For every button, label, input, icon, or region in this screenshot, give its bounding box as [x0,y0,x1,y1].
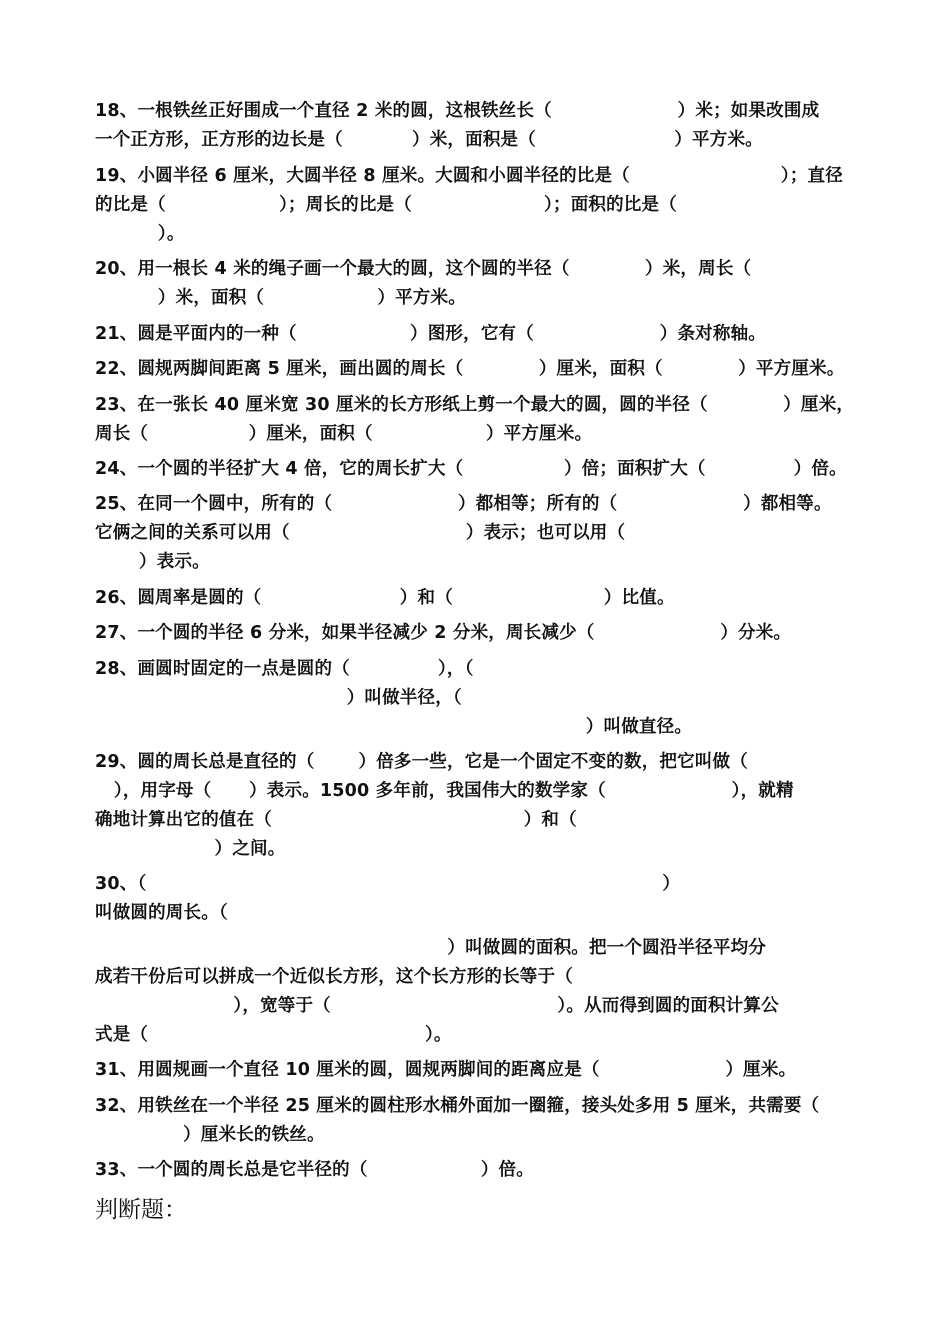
q24-line-1: 24、一个圆的半径扩大 4 倍，它的周长扩大（ ）倍；面积扩大（ ）倍。 [95,459,847,479]
q32-line-1: 32、用铁丝在一个半径 25 厘米的圆柱形水桶外面加一圈箍，接头处多用 5 厘米，共需要（ [95,1096,820,1116]
q20-line-2: ）米，面积（ ）平方米。 [95,288,466,308]
q32-line-2: ）厘米长的铁丝。 [95,1125,325,1145]
q31-line-1: 31、用圆规画一个直径 10 厘米的圆，圆规两脚间的距离应是（ ）厘米。 [95,1060,797,1080]
q19-line-2: 的比是（ ）；周长的比是（ ）；面积的比是（ [95,195,677,215]
q18-line-1: 18、一根铁丝正好围成一个直径 2 米的圆，这根铁丝长（ ）米；如果改围成 [95,101,820,121]
q19-line-1: 19、小圆半径 6 厘米，大圆半径 8 厘米。大圆和小圆半径的比是（ ）；直径 [95,166,843,186]
q30-line-5: ），宽等于（ ）。从而得到圆的面积计算公 [95,996,779,1016]
q28-line-2: ）叫做半径，（ [95,688,462,708]
q26-line-1: 26、圆周率是圆的（ ）和（ ）比值。 [95,588,675,608]
q29-line-1: 29、圆的周长总是直径的（ ）倍多一些，它是一个固定不变的数，把它叫做（ [95,752,748,772]
q29-line-4: ）之间。 [95,839,286,859]
q23-line-1: 23、在一张长 40 厘米宽 30 厘米的长方形纸上剪一个最大的圆，圆的半径（ ）厘米， [95,395,855,415]
q30-line-4: 成若干份后可以拼成一个近似长方形，这个长方形的长等于（ [95,967,573,987]
q30-line-2: 叫做圆的周长。（ [95,903,228,923]
q23-line-2: 周长（ ）厘米，面积（ ）平方厘米。 [95,424,593,444]
q18-line-2: 一个正方形，正方形的边长是（ ）米，面积是（ ）平方米。 [95,130,763,150]
q33-line-1: 33、一个圆的周长总是它半径的（ ）倍。 [95,1160,534,1180]
q25-line-1: 25、在同一个圆中，所有的（ ）都相等；所有的（ ）都相等。 [95,494,832,514]
q30-line-3: ）叫做圆的面积。把一个圆沿半径平均分 [95,938,766,958]
q20-line-1: 20、用一根长 4 米的绳子画一个最大的圆，这个圆的半径（ ）米，周长（ [95,259,752,279]
q22-line-1: 22、圆规两脚间距离 5 厘米，画出圆的周长（ ）厘米，面积（ ）平方厘米。 [95,359,845,379]
q30-line-6: 式是（ ）。 [95,1025,452,1045]
q25-line-2: 它俩之间的关系可以用（ ）表示；也可以用（ [95,523,626,543]
q27-line-1: 27、一个圆的半径 6 分米，如果半径减少 2 分米，周长减少（ ）分米。 [95,623,792,643]
q29-line-2: ），用字母（ ）表示。1500 多年前，我国伟大的数学家（ ），就精 [95,781,794,801]
q28-line-3: ）叫做直径。 [95,717,693,737]
q19-line-3: ）。 [95,224,185,244]
q29-line-3: 确地计算出它的值在（ ）和（ [95,810,577,830]
q21-line-1: 21、圆是平面内的一种（ ）图形，它有（ ）条对称轴。 [95,324,766,344]
q30-line-1: 30、（ ） [95,874,681,894]
section-heading-true-false: 判断题： [95,1197,187,1223]
q28-line-1: 28、画圆时固定的一点是圆的（ ），（ [95,659,474,679]
q25-line-3: ）表示。 [95,552,210,572]
